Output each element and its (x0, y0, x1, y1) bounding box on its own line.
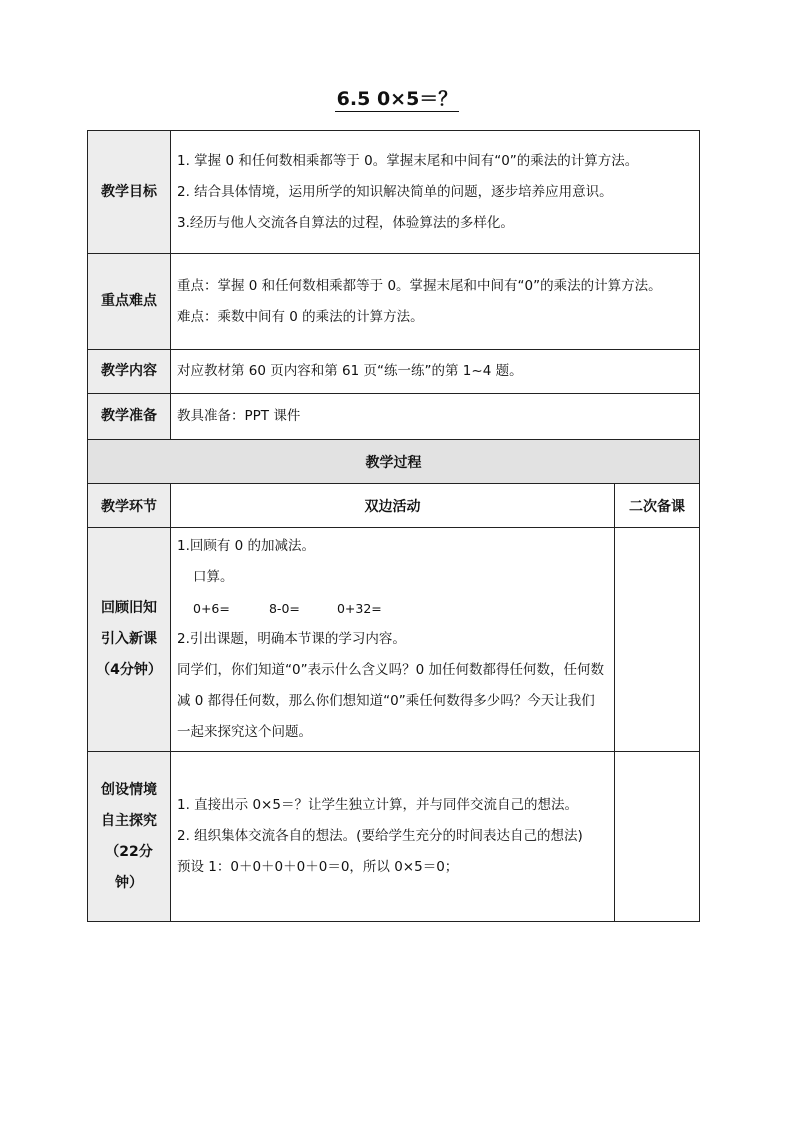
goal-line: 1. 掌握 0 和任何数相乘都等于 0。掌握末尾和中间有“0”的乘法的计算方法。 (177, 152, 639, 169)
label-line: 创设情境 (101, 781, 157, 798)
activity-line: 口算。 (193, 569, 234, 585)
goal-line: 2. 结合具体情境，运用所学的知识解决简单的问题，逐步培养应用意识。 (177, 183, 613, 200)
activity-line: 1.回顾有 0 的加减法。 (177, 538, 316, 554)
activity-line: 2.引出课题，明确本节课的学习内容。 (177, 631, 406, 647)
key-point-line: 难点：乘数中间有 0 的乘法的计算方法。 (177, 308, 424, 325)
label-line: 引入新课 (101, 631, 157, 647)
section2-content (171, 752, 615, 922)
section2-notes (615, 752, 700, 922)
preparation-text: 教具准备：PPT 课件 (171, 394, 700, 440)
activity-line: 2. 组织集体交流各自的想法。(要给学生充分的时间表达自己的想法) (177, 828, 583, 844)
section1-row (88, 528, 700, 752)
activity-line: 预设 1：0＋0＋0＋0＋0＝0，所以 0×5＝0； (177, 859, 459, 875)
lesson-plan-table (87, 130, 700, 922)
activity-line: 1. 直接出示 0×5＝？让学生独立计算，并与同伴交流自己的想法。 (177, 797, 578, 813)
label-line: 自主探究 (101, 812, 157, 829)
goals-row (88, 131, 700, 254)
preparation-label: 教学准备 (88, 394, 171, 440)
formula-row (177, 593, 608, 624)
column-header-notes: 二次备课 (615, 484, 700, 528)
key-points-content (171, 254, 700, 350)
section2-row (88, 752, 700, 922)
section1-label (88, 528, 171, 752)
section1-notes (615, 528, 700, 752)
formula: 0+6= (193, 601, 230, 616)
preparation-row (88, 394, 700, 440)
label-line: 钟） (115, 874, 143, 891)
label-line: （4分钟） (96, 662, 162, 678)
label-line: （22分 (105, 843, 153, 860)
section1-content (171, 528, 615, 752)
document-title: 6.5 0×5＝？ (336, 88, 458, 110)
content-label: 教学内容 (88, 350, 171, 394)
formula: 0+32= (336, 601, 382, 616)
key-points-row (88, 254, 700, 350)
label-line: 回顾旧知 (101, 600, 157, 616)
formula: 8-0= (268, 601, 300, 616)
key-points-label: 重点难点 (88, 254, 171, 350)
content-row (88, 350, 700, 394)
content-text: 对应教材第 60 页内容和第 61 页“练一练”的第 1~4 题。 (171, 350, 700, 394)
goals-content (171, 131, 700, 254)
goals-label: 教学目标 (88, 131, 171, 254)
process-header-row (88, 440, 700, 484)
goal-line: 3.经历与他人交流各自算法的过程，体验算法的多样化。 (177, 214, 514, 231)
column-header-stage: 教学环节 (88, 484, 171, 528)
section2-label (88, 752, 171, 922)
column-header-activity: 双边活动 (171, 484, 615, 528)
key-point-line: 重点：掌握 0 和任何数相乘都等于 0。掌握末尾和中间有“0”的乘法的计算方法。 (177, 277, 662, 294)
process-header: 教学过程 (88, 440, 700, 484)
activity-line: 同学们，你们知道“0”表示什么含义吗？0 加任何数都得任何数，任何数减 0 都得任何数，那么你们想知道“0”乘任何数得多少吗？今天让我们一起来探究这个问题。 (177, 662, 604, 740)
column-header-row (88, 484, 700, 528)
